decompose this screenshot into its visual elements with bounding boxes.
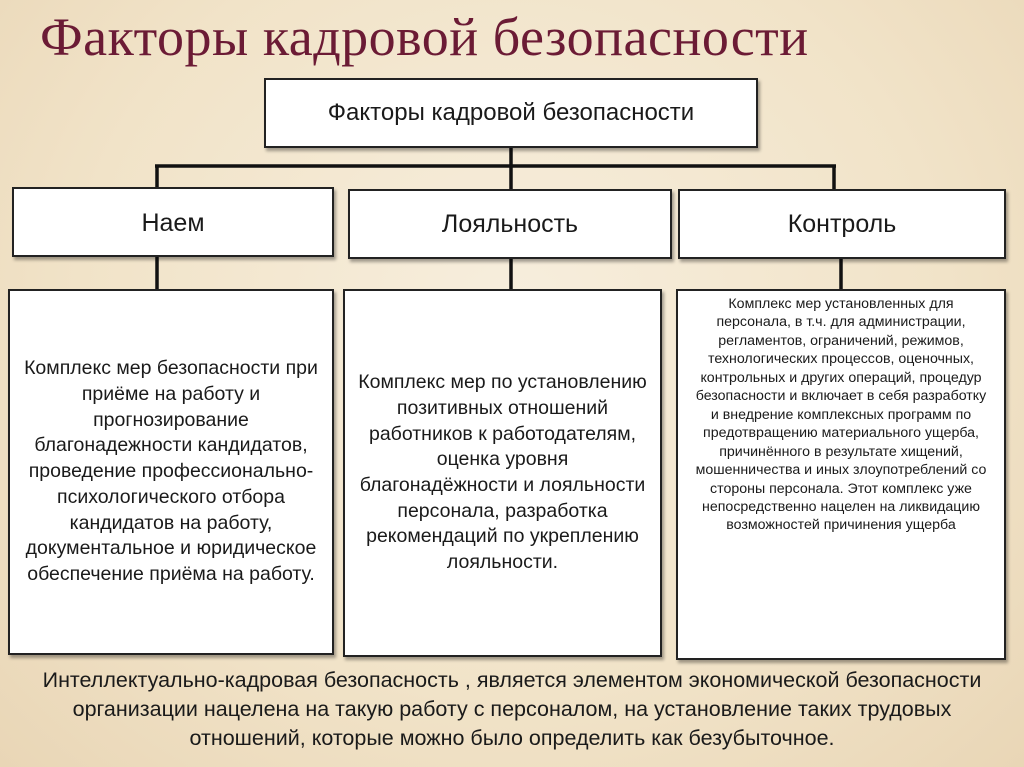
page-title: Факторы кадровой безопасности <box>40 7 809 67</box>
root-factor-box: Факторы кадровой безопасности <box>264 78 758 148</box>
category-hire-box: Наем <box>12 187 334 257</box>
category-control-box: Контроль <box>678 189 1006 259</box>
control-description-box: Комплекс мер установленных для персонала, в т.ч. для администрации, регламентов, ограничений, режимов, технологических процессов, оценочных, контрольных и других операций, процедур безопасности и включает в себя разработку и внедрение комплексных программ по предотвращению материального ущерба, причинённого в результате хищений, мошенничества и иных злоупотреблений со стороны персонала. Этот комплекс уже непосредственно нацелен на ликвидацию возможностей причинения ущерба <box>676 289 1006 660</box>
hire-description-box: Комплекс мер безопасности при приёме на работу и прогнозирование благонадежности кандидатов, проведение профессионально-психологического отбора кандидатов на работу, документальное и юридическое обеспечение приёма на работу. <box>8 289 334 655</box>
loyalty-description-box: Комплекс мер по установлению позитивных отношений работников к работодателям, оценка уровня благонадёжности и лояльности персонала, разработка рекомендаций по укреплению лояльности. <box>343 289 662 657</box>
footer-summary-text: Интеллектуально-кадровая безопасность , является элементом экономической безопасности организации нацелена на такую работу с персоналом, на установление таких трудовых отношений, которые можно было определить как безубыточное. <box>42 668 982 750</box>
category-loyalty-box: Лояльность <box>348 189 672 259</box>
